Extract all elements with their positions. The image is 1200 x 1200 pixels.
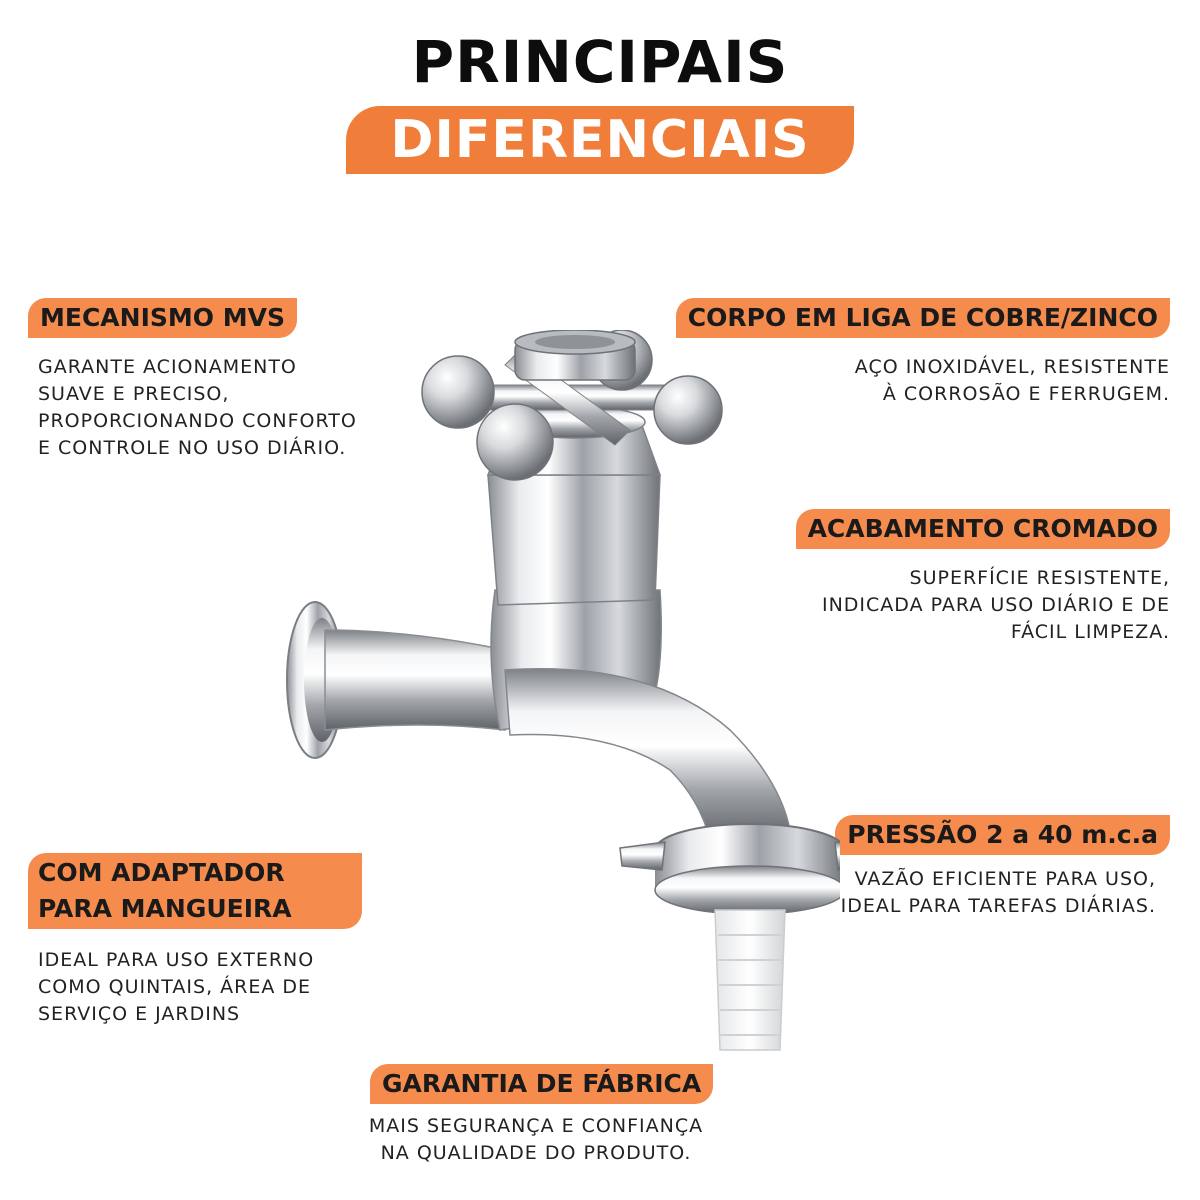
- feature-desc-acabamento: SUPERFÍCIE RESISTENTE, INDICADA PARA USO DIÁRIO E DE FÁCIL LIMPEZA.: [821, 567, 1170, 643]
- feature-desc-pressao: VAZÃO EFICIENTE PARA USO, IDEAL PARA TAREFAS DIÁRIAS.: [840, 868, 1156, 917]
- feature-label-adaptador: COM ADAPTADOR PARA MANGUEIRA: [28, 853, 362, 929]
- feature-desc-adaptador: IDEAL PARA USO EXTERNO COMO QUINTAIS, ÁREA DE SERVIÇO E JARDINS: [38, 949, 315, 1025]
- feature-desc-garantia: MAIS SEGURANÇA E CONFIANÇA NA QUALIDADE DO PRODUTO.: [368, 1115, 704, 1164]
- page-title-highlight: DIFERENCIAIS: [346, 106, 854, 174]
- feature-label-mecanismo: MECANISMO MVS: [28, 298, 297, 338]
- faucet-product-image: [270, 330, 840, 1060]
- page-title: PRINCIPAIS: [411, 28, 789, 96]
- feature-label-acabamento: ACABAMENTO CROMADO: [796, 509, 1170, 549]
- feature-label-pressao: PRESSÃO 2 a 40 m.c.a: [835, 815, 1170, 855]
- feature-desc-mecanismo: GARANTE ACIONAMENTO SUAVE E PRECISO, PROPORCIONANDO CONFORTO E CONTROLE NO USO DIÁRIO.: [38, 356, 357, 459]
- feature-label-garantia: GARANTIA DE FÁBRICA: [370, 1064, 713, 1104]
- feature-label-corpo: CORPO EM LIGA DE COBRE/ZINCO: [676, 298, 1170, 338]
- feature-desc-corpo: AÇO INOXIDÁVEL, RESISTENTE À CORROSÃO E FERRUGEM.: [854, 356, 1170, 405]
